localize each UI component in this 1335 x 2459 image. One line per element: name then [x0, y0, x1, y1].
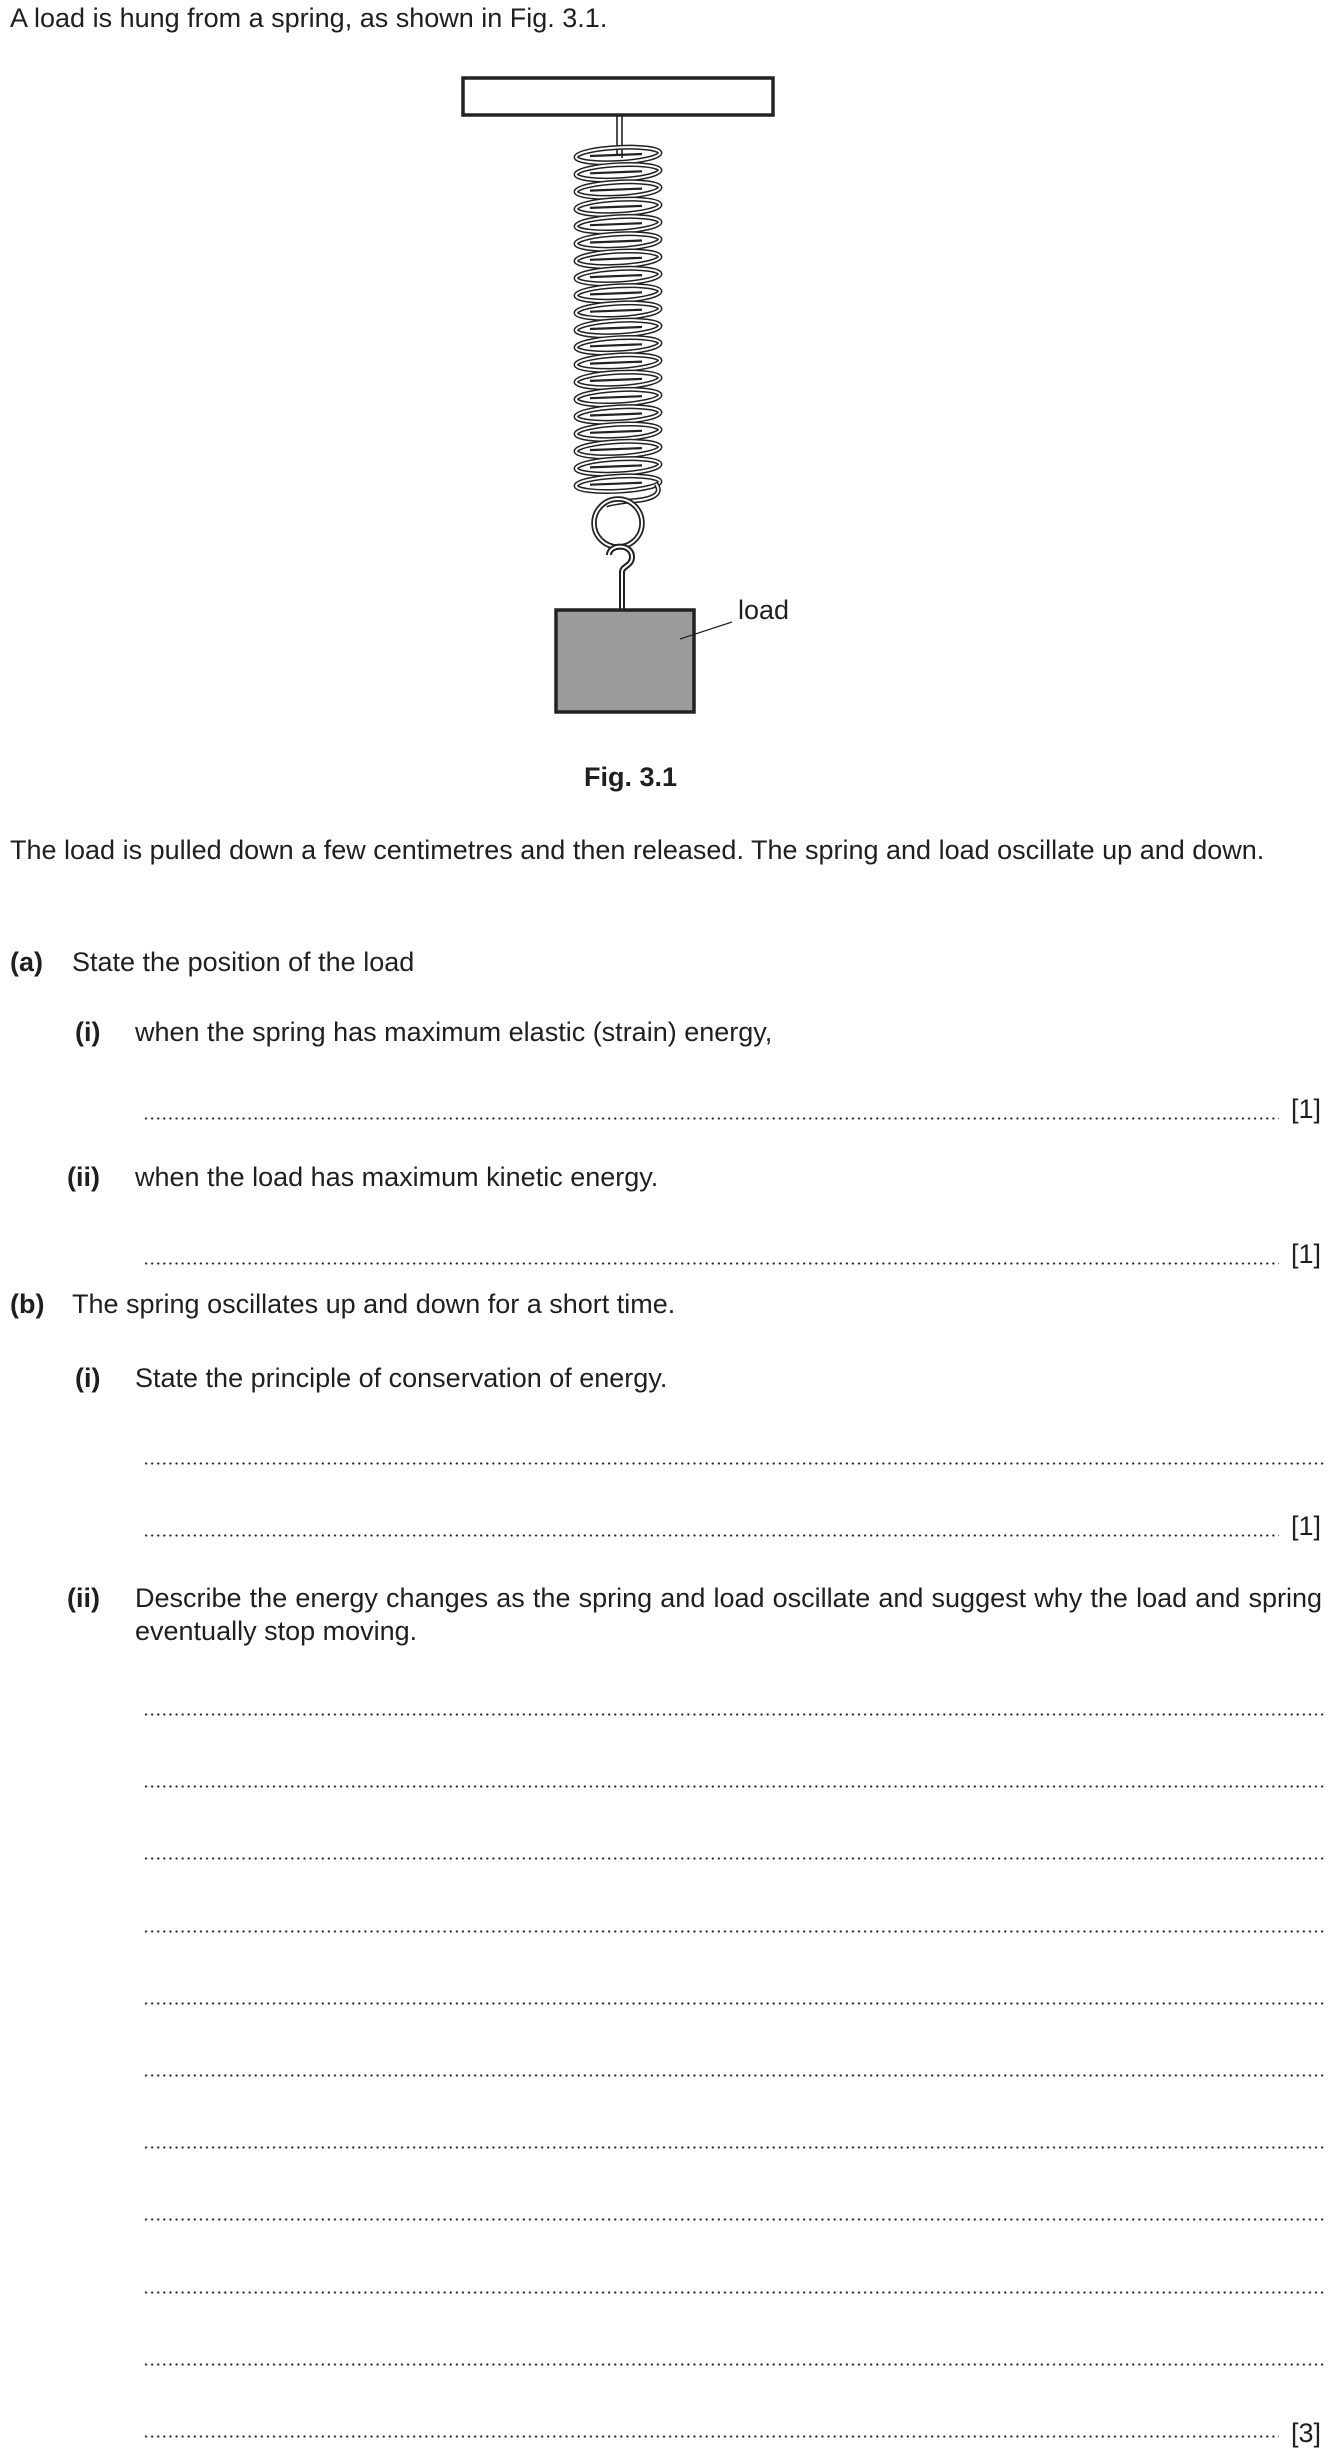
spring-coil [576, 474, 661, 493]
intro-text: A load is hung from a spring, as shown in Fig. 3.1. [10, 3, 608, 33]
answer-line[interactable] [143, 1857, 1325, 1860]
spring-coil [576, 163, 661, 182]
answer-line[interactable] [143, 2363, 1325, 2366]
part-b-i-label: (i) [75, 1363, 101, 1393]
part-b-ii-text: Describe the energy changes as the spring and load oscillate and suggest why the load and spring eventually stop moving. [135, 1583, 1322, 1646]
mark-allocation: [3] [1291, 2418, 1322, 2448]
mark-allocation: [1] [1291, 1094, 1322, 1124]
answer-line[interactable] [143, 1785, 1325, 1788]
mark-allocation: [1] [1291, 1239, 1322, 1269]
spring-coil [576, 405, 661, 424]
part-a-ii-text: when the load has maximum kinetic energy. [135, 1162, 659, 1192]
spring-coil [576, 318, 661, 337]
mark-allocation: [1] [1291, 1511, 1322, 1541]
spring-coil [576, 336, 661, 355]
load-block [556, 610, 694, 712]
part-a-i-text: when the spring has maximum elastic (strain) energy, [135, 1017, 773, 1047]
spring-coil [576, 197, 661, 216]
support-rod [617, 116, 622, 158]
spring-coil [576, 370, 661, 389]
spring-figure [0, 0, 1335, 760]
support-beam [463, 78, 773, 115]
spring-coil [576, 180, 661, 199]
part-a-ii-label: (ii) [67, 1162, 100, 1192]
answer-line[interactable] [143, 1262, 1279, 1265]
spring-coil [576, 215, 661, 234]
spring-coil [576, 266, 661, 285]
answer-line[interactable] [143, 2074, 1325, 2077]
scenario-paragraph: The load is pulled down a few centimetres and then released. The spring and load oscillate up and down. [10, 835, 1265, 865]
load-label: load [738, 595, 790, 625]
answer-line[interactable] [143, 2218, 1325, 2221]
answer-line[interactable] [143, 2146, 1325, 2149]
part-b-stem: The spring oscillates up and down for a short time. [72, 1289, 676, 1319]
answer-line[interactable] [143, 1713, 1325, 1716]
figure-caption: Fig. 3.1 [584, 762, 678, 792]
spring-coil [576, 249, 661, 268]
spring-coil [576, 301, 661, 320]
answer-line[interactable] [143, 1462, 1325, 1465]
spring-coil [576, 457, 661, 476]
spring-loop [594, 499, 642, 547]
spring-coil [576, 353, 661, 372]
part-b-ii-label: (ii) [67, 1583, 100, 1613]
answer-line[interactable] [143, 2002, 1325, 2005]
answer-line[interactable] [143, 1534, 1279, 1537]
answer-line[interactable] [143, 2291, 1325, 2294]
part-a-label: (a) [10, 947, 43, 977]
answer-line[interactable] [143, 2435, 1279, 2438]
spring-coil [576, 145, 661, 164]
part-a-stem: State the position of the load [72, 947, 415, 977]
spring-coil [576, 388, 661, 407]
hook [609, 547, 632, 610]
answer-line[interactable] [143, 1117, 1279, 1120]
spring-coil [576, 232, 661, 251]
answer-line[interactable] [143, 1930, 1325, 1933]
spring-coils [576, 145, 661, 493]
part-b-label: (b) [10, 1289, 45, 1319]
spring-coil [576, 422, 661, 441]
spring-coil [576, 439, 661, 458]
part-a-i-label: (i) [75, 1017, 101, 1047]
spring-coil [576, 284, 661, 303]
part-b-i-text: State the principle of conservation of energy. [135, 1363, 668, 1393]
